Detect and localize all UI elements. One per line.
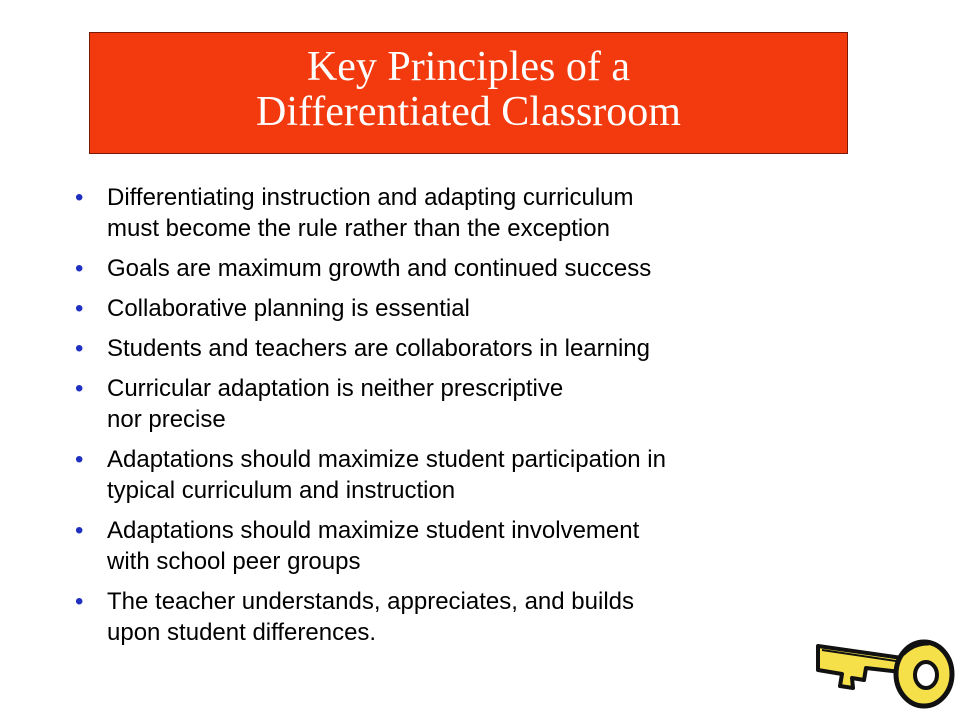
bullet-item <box>75 253 875 284</box>
slide-title-box <box>89 32 848 154</box>
bullet-item <box>75 182 875 244</box>
bullet-item <box>75 333 875 364</box>
bullet-text: with school peer groups <box>107 548 361 575</box>
slide-title-line-1: Key Principles of a <box>306 44 631 90</box>
bullet-text: The teacher understands, appreciates, and builds <box>107 588 635 615</box>
bullet-marker: • <box>75 184 84 211</box>
bullet-text: nor precise <box>107 406 226 433</box>
bullet-item <box>75 444 875 506</box>
bullet-text: Adaptations should maximize student participation in <box>107 446 666 473</box>
slide-title-line-2: Differentiated Classroom <box>256 89 681 135</box>
bullet-item <box>75 373 875 435</box>
bullet-text: must become the rule rather than the exception <box>107 215 610 242</box>
bullet-marker: • <box>75 517 84 544</box>
bullet-text: Students and teachers are collaborators in learning <box>107 335 650 362</box>
bullet-text: typical curriculum and instruction <box>107 477 456 504</box>
bullet-item <box>75 515 875 577</box>
bullet-text: Differentiating instruction and adapting curriculum <box>107 184 634 211</box>
bullet-item <box>75 586 875 648</box>
bullet-text: Collaborative planning is essential <box>107 295 470 322</box>
bullet-text: upon student differences. <box>107 619 377 646</box>
bullet-marker: • <box>75 295 84 322</box>
bullet-marker: • <box>75 588 84 615</box>
bullet-marker: • <box>75 255 84 282</box>
bullet-list <box>75 182 875 657</box>
bullet-text: Adaptations should maximize student involvement <box>107 517 640 544</box>
bullet-item <box>75 293 875 324</box>
bullet-text: Curricular adaptation is neither prescriptive <box>107 375 564 402</box>
bullet-marker: • <box>75 335 84 362</box>
bullet-marker: • <box>75 446 84 473</box>
bullet-marker: • <box>75 375 84 402</box>
key-icon <box>806 618 956 713</box>
bullet-text: Goals are maximum growth and continued success <box>107 255 652 282</box>
